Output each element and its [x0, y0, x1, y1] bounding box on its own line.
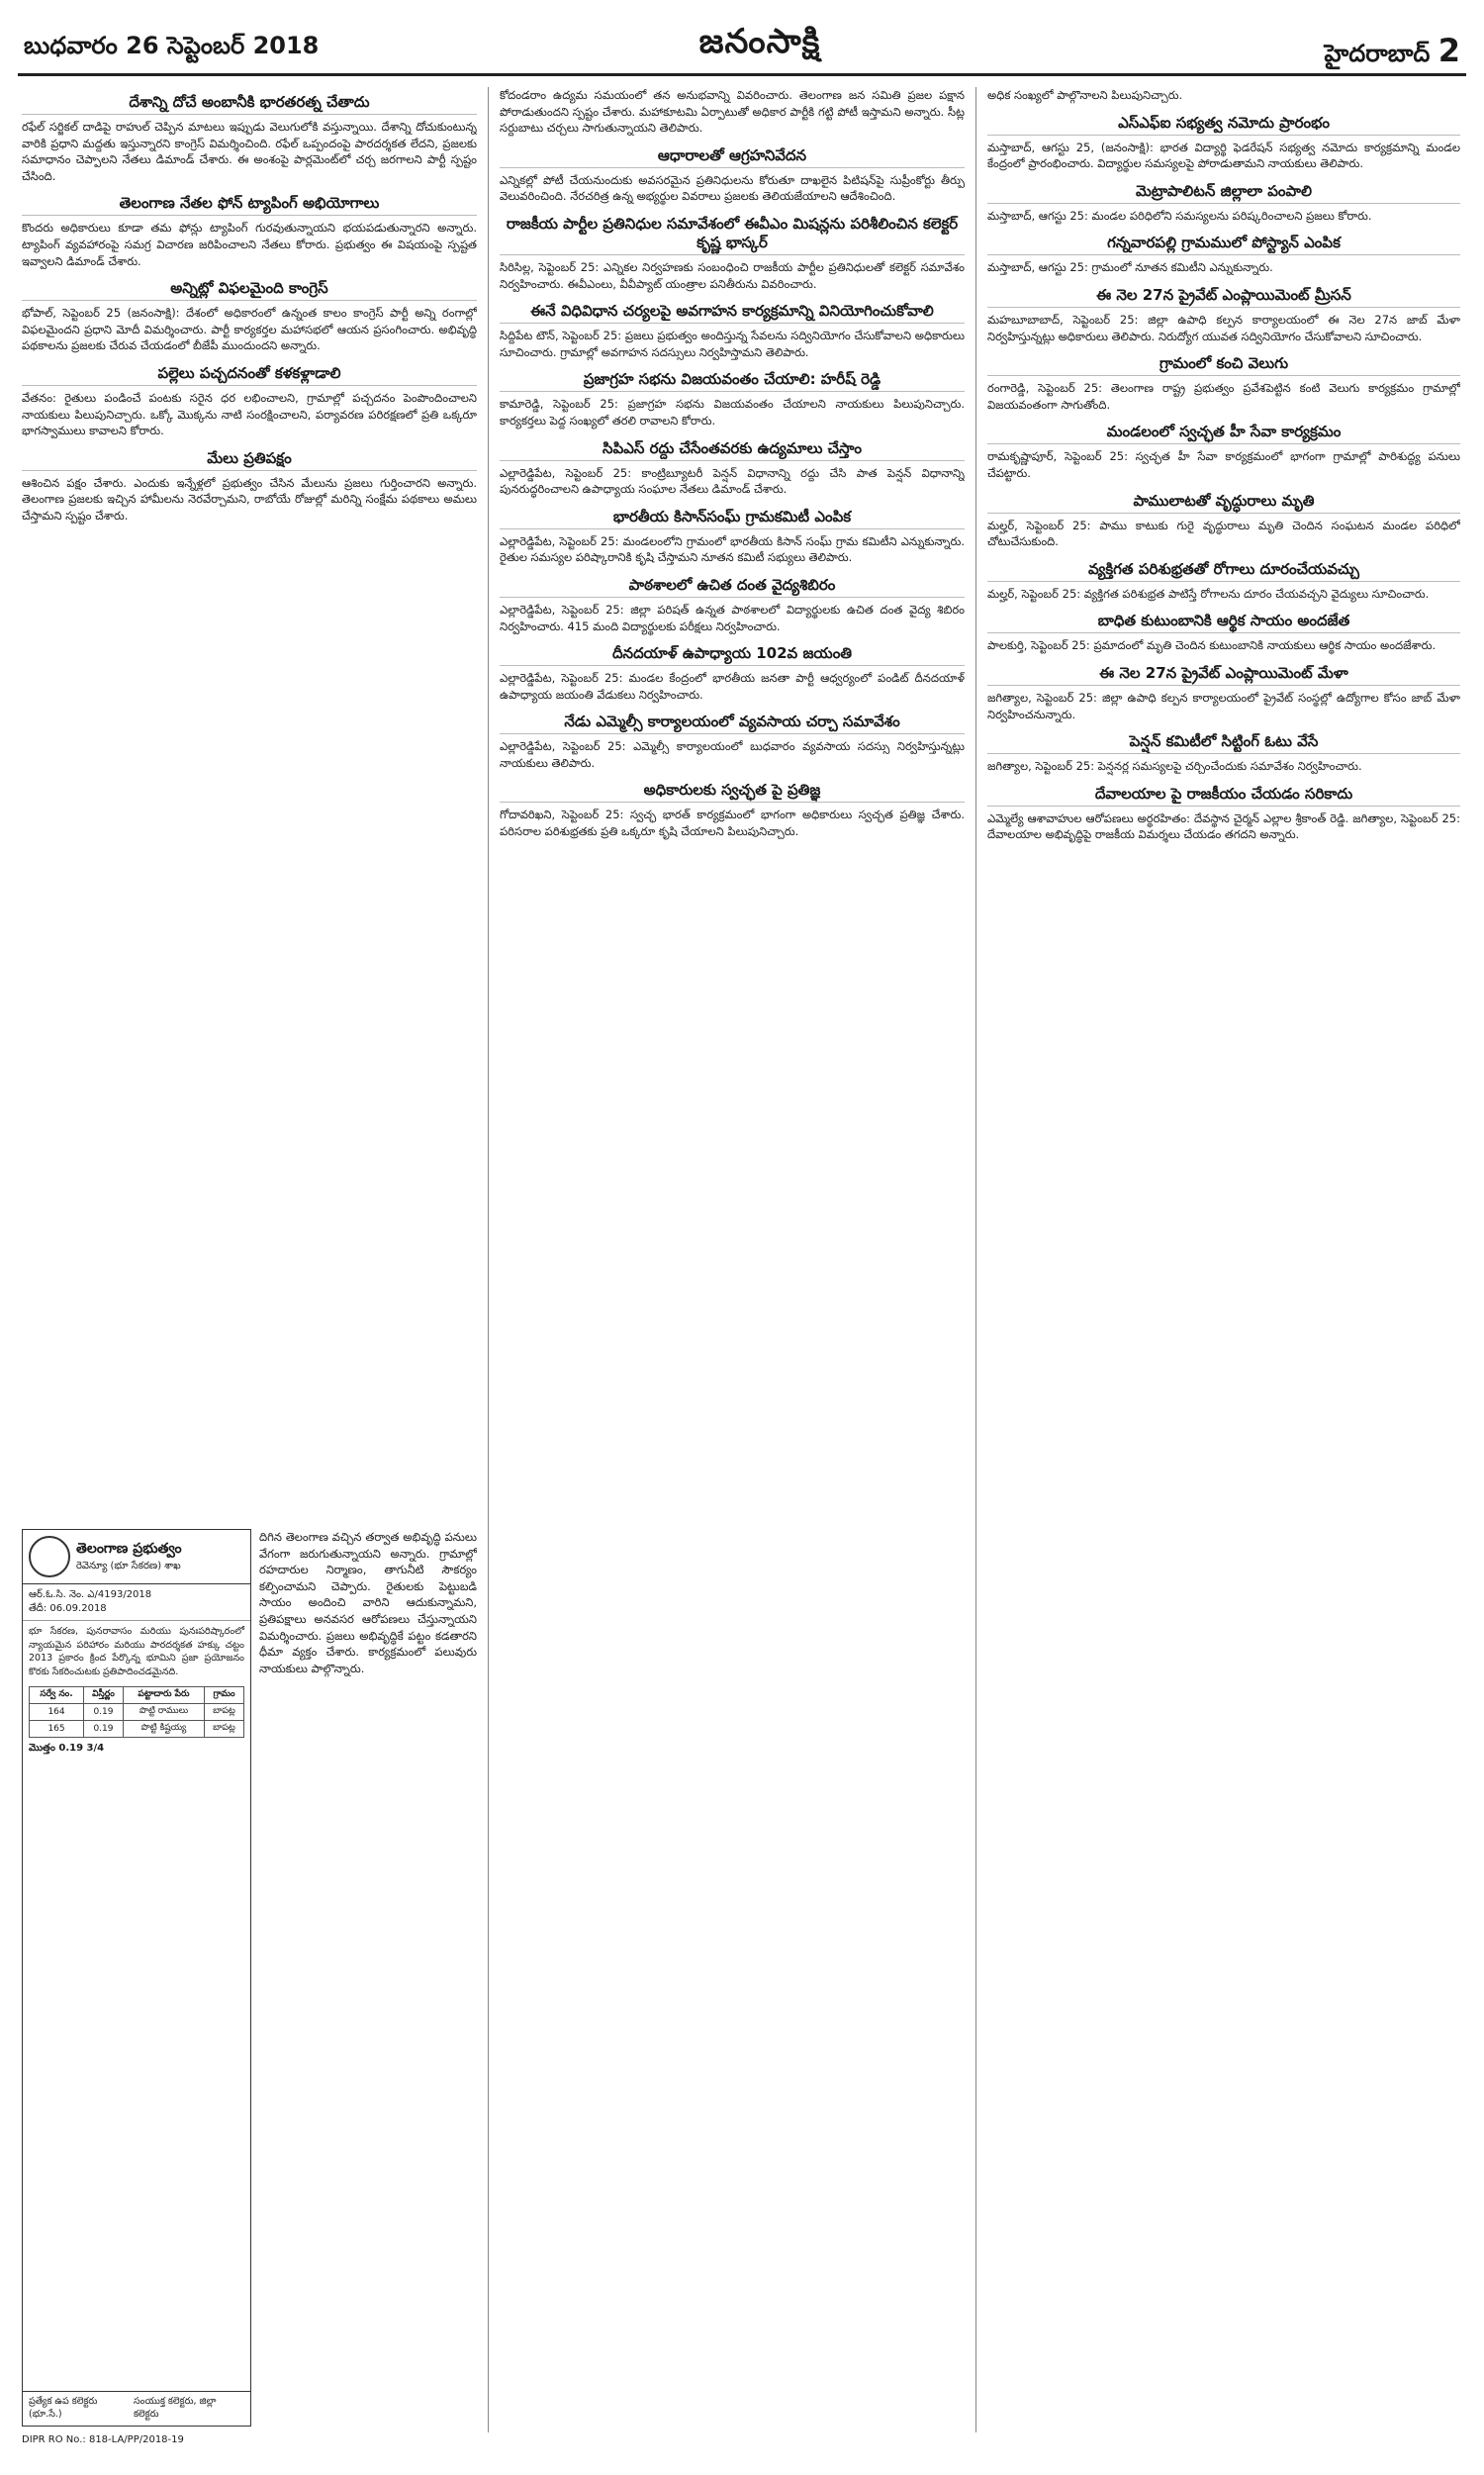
page-number: 2 [1438, 32, 1460, 69]
table-header: పట్టాదారు పేరు [123, 1687, 204, 1704]
article-headline: అన్నిట్లో విఫలమైంది కాంగ్రెస్ [22, 279, 477, 301]
article-headline: రాజకీయ పార్టీల ప్రతినిధుల సమావేశంలో ఈవీఎం మిషన్లను పరిశీలించిన కలెక్టర్ కృష్ణ భాస్కర్ [500, 215, 965, 255]
table-cell: బాపట్ల [205, 1704, 244, 1721]
article-body: కొందరు అధికారులు కూడా తమ ఫోన్లు ట్యాపింగ్ గురవుతున్నాయని భయపడుతున్నారని అన్నారు. ట్యాపింగ్ వ్యవహారంపై సమగ్ర విచారణ జరిపించాలని నేతలు కోరారు. ప్రభుత్వం ఈ విషయంపై స్పష్టత ఇవ్వాలని డిమాండ్ చేశారు. [22, 221, 477, 268]
notice-date-label: తేదీ [29, 1603, 44, 1614]
article [22, 449, 477, 524]
notice-total: మొత్తం 0.19 3/4 [29, 1743, 105, 1754]
article-headline: దీనదయాళ్ ఉపాధ్యాయ 102వ జయంతి [500, 644, 965, 666]
article-headline: ఈ నెల 27న ప్రైవేట్ ఎంప్లాయిమెంట్ మ్రీసన్ [987, 286, 1460, 308]
article-body: రంగారెడ్డి, సెప్టెంబర్ 25: తెలంగాణ రాష్ట్ర ప్రభుత్వం ప్రవేశపెట్టిన కంటి వెలుగు కార్యక్రమం గ్రామాల్లో విజయవంతంగా సాగుతోంది. [987, 381, 1460, 412]
article-headline: సిపిఎస్ రద్దు చేసేంతవరకు ఉద్యమాలు చేస్తాం [500, 439, 965, 461]
table-cell: 164 [30, 1704, 84, 1721]
article [987, 732, 1460, 775]
article-body: సిరిసిల్ల, సెప్టెంబర్ 25: ఎన్నికల నిర్వహణకు సంబంధించి రాజకీయ పార్టీల ప్రతినిధులతో కలెక్టర్ సమావేశం నిర్వహించారు. ఈవీఎంలు, వీవీప్యాట్ యంత్రాల పనితీరును వివరించారు. [500, 259, 965, 291]
article [987, 87, 1460, 104]
notice-signatory-left: ప్రత్యేక ఉప కలెక్టరు (భూ.సే.) [29, 2396, 98, 2420]
article [987, 114, 1460, 172]
article-headline: గన్నవారపల్లి గ్రామములో పోస్ట్యాన్ ఎంపిక [987, 234, 1460, 255]
article-headline: అధికారులకు స్వచ్ఛత పై ప్రతిజ్ఞ [500, 781, 965, 803]
article-body: రామకృష్ణాపూర్, సెప్టెంబర్ 25: స్వచ్ఛత హీ సేవా కార్యక్రమంలో భాగంగా గ్రామాల్లో పారిశుద్ధ్య పనులు చేపట్టారు. [987, 449, 1460, 480]
article-headline: భారతీయ కిసాన్‌సంఘ్ గ్రామకమిటీ ఎంపిక [500, 508, 965, 529]
article [500, 215, 965, 292]
masthead [18, 18, 1466, 76]
table-cell: 0.19 [84, 1704, 124, 1721]
article [500, 146, 965, 205]
article-body: కామారెడ్డి, సెప్టెంబర్ 25: ప్రజాగ్రహ సభను విజయవంతం చేయాలని నాయకులు పిలుపునిచ్చారు. కార్యకర్తలు పెద్ద సంఖ్యలో తరలి రావాలని కోరారు. [500, 397, 965, 428]
article-body: మస్తాబాద్, ఆగస్టు 25: గ్రామంలో నూతన కమిటీని ఎన్నుకున్నారు. [987, 260, 1273, 275]
article-headline: తెలంగాణ నేతల ఫోన్ ట్యాపింగ్ అభియోగాలు [22, 194, 477, 216]
table-row [30, 1721, 244, 1738]
article-body: ఎమ్మెల్యే ఆశావాహుల ఆరోపణలు అర్థరహితం: దేవస్థాన చైర్మన్ ఎల్లాల శ్రీకాంత్ రెడ్డి. జగిత్యాల, సెప్టెంబర్ 25: దేవాలయాల అభివృద్ధిపై రాజకీయ విమర్శలు చేయడం తగదని అన్నారు. [987, 810, 1460, 842]
article [22, 194, 477, 269]
article [987, 612, 1460, 654]
edition-city: హైదరాబాద్ [1324, 40, 1431, 67]
table-header: సర్వే నం. [30, 1687, 84, 1704]
article [22, 93, 477, 184]
article-headline: పాములాటతో వృద్ధురాలు మృతి [987, 492, 1460, 514]
column-divider [488, 87, 489, 2432]
article-body: ఎల్లారెడ్డిపేట, సెప్టెంబర్ 25: జిల్లా పరిషత్ ఉన్నత పాఠశాలలో విద్యార్థులకు ఉచిత దంత వైద్య శిబిరం నిర్వహించారు. 415 మంది విద్యార్థులకు పరీక్షలు నిర్వహించారు. [500, 602, 965, 633]
article-body: దిగిన తెలంగాణ వచ్చిన తర్వాత అభివృద్ధి పనులు వేగంగా జరుగుతున్నాయని అన్నారు. గ్రామాల్లో రహదారుల నిర్మాణం, తాగునీటి సౌకర్యం కల్పించామని చెప్పారు. రైతులకు పెట్టుబడి సాయం అందించి వారిని ఆదుకున్నామని, ప్రతిపక్షాలు అనవసర ఆరోపణలు చేస్తున్నాయని విమర్శించారు. ప్రజలు అభివృద్ధికే పట్టం కడతారని ధీమా వ్యక్తం చేశారు. కార్యక్రమంలో పలువురు నాయకులు పాల్గొన్నారు. [259, 1530, 477, 1675]
notice-signatory-right: సంయుక్త కలెక్టరు, జిల్లా కలెక్టరు [133, 2396, 217, 2420]
article-headline: పాఠశాలలో ఉచిత దంత వైద్యశిబిరం [500, 576, 965, 598]
article-body: వేతనం: రైతులు పండించే పంటకు సరైన ధర లభించాలని, గ్రామాల్లో పచ్చదనం పెంపొందించాలని నాయకులు పిలుపునిచ్చారు. ఒక్కో మొక్కను నాటి సంరక్షించాలని, పర్యావరణ పరిరక్షణలో ప్రతి ఒక్కరూ భాగస్వాములు కావాలని కోరారు. [22, 390, 477, 438]
article [987, 286, 1460, 344]
article-headline: ఈనే విధివిధాన చర్యలపై అవగాహన కార్యక్రమాన్ని వినియోగించుకోవాలి [500, 302, 965, 324]
article-body: కోదండరాం ఉద్యమ సమయంలో తన అనుభవాన్ని వివరించారు. తెలంగాణ జన సమితి ప్రజల పక్షాన పోరాడుతుందని స్పష్టం చేశారు. మహాకూటమి ఏర్పాటుతో అధికార పార్టీకి గట్టి పోటీ ఇస్తామని అన్నారు. సీట్ల సర్దుబాటు చర్చలు సాగుతున్నాయని తెలిపారు. [500, 88, 965, 136]
article-body: ఎన్నికల్లో పోటీ చేయనుందుకు అవసరమైన ప్రతినిధులను కోరుతూ దాఖలైన పిటిషన్‌పై సుప్రీంకోర్టు తీర్పు వెలువరించింది. నేరచరిత్ర ఉన్న అభ్యర్థుల వివరాలు ప్రజలకు తెలియజేయాలని ఆదేశించింది. [500, 172, 965, 204]
article [987, 560, 1460, 603]
column-1-continued [259, 1529, 477, 2425]
article [500, 87, 965, 137]
article-headline: పెన్షన్ కమిటీలో సిట్టింగ్ ఓటు వేసే [987, 732, 1460, 754]
article-body: ఎల్లారెడ్డిపేట, సెప్టెంబర్ 25: కాంట్రిబ్యూటరీ పెన్షన్ విధానాన్ని రద్దు చేసి పాత పెన్షన్ విధానాన్ని పునరుద్ధరించాలని ఉపాధ్యాయ సంఘాల నేతలు డిమాండ్ చేశారు. [500, 465, 965, 497]
table-row [30, 1704, 244, 1721]
table-cell: పొట్టి రాములు [123, 1704, 204, 1721]
state-emblem-icon [29, 1536, 70, 1577]
article-body: భోపాల్, సెప్టెంబర్ 25 (జనంసాక్షి): దేశంలో అధికారంలో ఉన్నంత కాలం కాంగ్రెస్ పార్టీ అన్ని రంగాల్లో విఫలమైందని ప్రధాని మోదీ విమర్శించారు. పార్టీ కార్యకర్తల మహాసభలో ఆయన ప్రసంగించారు. అభివృద్ధి పథకాలను ప్రజలకు చేరువ చేయడంలో బీజేపీ ముందుందని అన్నారు. [22, 306, 477, 353]
article-body: ఎల్లారెడ్డిపేట, సెప్టెంబర్ 25: ఎమ్మెల్సీ కార్యాలయంలో బుధవారం వ్యవసాయ సదస్సు నిర్వహిస్తున్నట్లు నాయకులు తెలిపారు. [500, 739, 965, 770]
notice-footer [23, 2391, 250, 2426]
article-headline: పల్లెలు పచ్చదనంతో కళకళ్లాడాలి [22, 364, 477, 386]
article [500, 644, 965, 703]
article-headline: దేశాన్ని దోచే అంబానీకి భారతరత్న చేతాదు [22, 93, 477, 115]
column-3 [987, 87, 1460, 2432]
article [500, 576, 965, 634]
article-body: గోదావరిఖని, సెప్టెంబర్ 25: స్వచ్ఛ భారత్ కార్యక్రమంలో భాగంగా అధికారులు స్వచ్ఛత ప్రతిజ్ఞ చేశారు. పరిసరాల పరిశుభ్రతకు ప్రతి ఒక్కరూ కృషి చేయాలని పిలుపునిచ్చారు. [500, 808, 965, 839]
article-headline: మెట్రాపాలిటన్ జిల్లాలా పంపాలి [987, 182, 1460, 204]
article [22, 364, 477, 439]
newspaper-logo: జనంసాక్షి [698, 22, 821, 61]
table-cell: బాపట్ల [205, 1721, 244, 1738]
table-header: విస్తీర్ణం [84, 1687, 124, 1704]
article [987, 423, 1460, 481]
article-headline: గ్రామంలో కంచి వెలుగు [987, 354, 1460, 376]
notice-header [23, 1530, 250, 1584]
notice-meta: ఆర్.ఓ.సి. నెం. ఎ/4193/2018 తేదీ: 06.09.2018 [23, 1584, 250, 1621]
dipr-code: DIPR RO No.: 818-LA/PP/2018-19 [22, 2434, 184, 2445]
article-headline: వ్యక్తిగత పరిశుభ్రతతో రోగాలు దూరంచేయవచ్చు [987, 560, 1460, 582]
article-body: ఆశించిన పక్షం చేశారు. ఎందుకు ఇన్నేళ్లలో ప్రభుత్వం చేసిన మేలును ప్రజలు గుర్తించారని అన్నారు. తెలంగాణ ప్రజలకు ఇచ్చిన హామీలను నెరవేర్చామని, రాబోయే రోజుల్లో మరిన్ని సంక్షేమ పథకాలు అమలు చేస్తామని స్పష్టం చేశారు. [22, 475, 477, 523]
table-cell: పొట్టి కిష్టయ్య [123, 1721, 204, 1738]
column-1 [22, 87, 477, 1522]
article [987, 182, 1460, 225]
article-body: జగిత్యాల, సెప్టెంబర్ 25: పెన్షనర్ల సమస్యలపై చర్చించేందుకు సమావేశం నిర్వహించారు. [987, 759, 1362, 774]
article-body: అధిక సంఖ్యలో పాల్గొనాలని పిలుపునిచ్చారు. [987, 88, 1183, 102]
issue-date: బుధవారం 26 సెప్టెంబర్ 2018 [24, 32, 320, 59]
article [500, 302, 965, 360]
column-2 [500, 87, 965, 2432]
article [987, 354, 1460, 413]
article-body: ఎల్లారెడ్డిపేట, సెప్టెంబర్ 25: మండల కేంద్రంలో భారతీయ జనతా పార్టీ ఆధ్వర్యంలో పండిట్ దీనదయాళ్ ఉపాధ్యాయ జయంతి వేడుకలు నిర్వహించారు. [500, 671, 965, 702]
article-body: ఎల్లారెడ్డిపేట, సెప్టెంబర్ 25: మండలంలోని గ్రామంలో భారతీయ కిసాన్ సంఘ్ గ్రామ కమిటీని ఎన్నుకున్నారు. రైతుల సమస్యల పరిష్కారానికి కృషి చేస్తామని నూతన కమిటీ సభ్యులు తెలిపారు. [500, 533, 965, 565]
article [500, 781, 965, 839]
column-divider [975, 87, 976, 2432]
article [22, 279, 477, 354]
notice-table [29, 1686, 244, 1738]
article-headline: నేడు ఎమ్మెల్సీ కార్యాలయంలో వ్యవసాయ చర్చా సమావేశం [500, 713, 965, 734]
table-cell: 165 [30, 1721, 84, 1738]
article-headline: దేవాలయాల పై రాజకీయం చేయడం సరికాదు [987, 785, 1460, 807]
article-body: మస్తాబాద్, ఆగస్టు 25, (జనంసాక్షి): భారత విద్యార్థి ఫెడరేషన్ సభ్యత్వ నమోదు కార్యక్రమాన్ని మండల కేంద్రంలో ప్రారంభించారు. విద్యార్థుల సమస్యలపై పోరాడుతామని నాయకులు తెలిపారు. [987, 140, 1460, 171]
article-body: పాలకుర్తి, సెప్టెంబర్ 25: ప్రమాదంలో మృతి చెందిన కుటుంబానికి నాయకులు ఆర్థిక సాయం అందజేశారు. [987, 638, 1437, 653]
article [500, 713, 965, 771]
table-header: గ్రామం [205, 1687, 244, 1704]
article-headline: మేలు ప్రతిపక్షం [22, 449, 477, 471]
notice-dept: రెవెన్యూ (భూ సేకరణ) శాఖ [76, 1560, 181, 1571]
article-headline: ఆధారాలతో ఆగ్రహనివేదన [500, 146, 965, 168]
article-headline: బాధిత కుటుంబానికి ఆర్థిక సాయం అందజేత [987, 612, 1460, 633]
article-body: మల్హర్, సెప్టెంబర్ 25: పాము కాటుకు గురై వృద్ధురాలు మృతి చెందిన సంఘటన మండల పరిధిలో చోటుచేసుకుంది. [987, 518, 1460, 549]
article-headline: ప్రజాగ్రహ సభను విజయవంతం చేయాలి: హరీష్ రెడ్డి [500, 370, 965, 392]
edition [1324, 32, 1460, 73]
article [500, 439, 965, 498]
article [500, 508, 965, 566]
article-headline: ఈ నెల 27న ప్రైవేట్ ఎంప్లాయిమెంట్ మేళా [987, 664, 1460, 686]
article-headline: ఎస్ఎఫ్ఐ సభ్యత్వ నమోదు ప్రారంభం [987, 114, 1460, 136]
notice-ref: ఆర్.ఓ.సి. నెం. ఎ/4193/2018 [29, 1589, 152, 1600]
article-headline: మండలంలో స్వచ్ఛత హీ సేవా కార్యక్రమం [987, 423, 1460, 444]
article [987, 492, 1460, 550]
table-cell: 0.19 [84, 1721, 124, 1738]
article-body: మల్హర్, సెప్టెంబర్ 25: వ్యక్తిగత పరిశుభ్రత పాటిస్తే రోగాలను దూరం చేయవచ్చని వైద్యులు సూచించారు. [987, 586, 1430, 601]
notice-date: 06.09.2018 [49, 1603, 107, 1614]
article-body: మహబూబాబాద్, సెప్టెంబర్ 25: జిల్లా ఉపాధి కల్పన కార్యాలయంలో ఈ నెల 27న జాబ్ మేళా నిర్వహిస్తున్నట్లు అధికారులు తెలిపారు. నిరుద్యోగ యువత సద్వినియోగం చేసుకోవాలని సూచించారు. [987, 312, 1460, 343]
notice-govt: తెలంగాణ ప్రభుత్వం [76, 1540, 182, 1557]
government-notice [22, 1529, 251, 2427]
article-body: మస్తాబాద్, ఆగస్టు 25: మండల పరిధిలోని సమస్యలను పరిష్కరించాలని ప్రజలు కోరారు. [987, 208, 1372, 223]
article [987, 664, 1460, 722]
article [987, 234, 1460, 276]
article-body: రఫేల్ సర్జికల్‌ దాడిపై రాహుల్‌ చెప్పిన మాటలు ఇప్పుడు వెలుగులోకి వస్తున్నాయి. దేశాన్ని దోచుకుంటున్న వారికి ప్రధాని మద్దతు ఇస్తున్నారని కాంగ్రెస్ విమర్శించింది. రఫేల్ ఒప్పందంపై పారదర్శకత లేదని, ప్రజలకు సమాధానం చెప్పాలని నేతలు డిమాండ్ చేశారు. ఈ అంశంపై పార్లమెంట్‌లో చర్చ జరగాలని పార్టీ స్పష్టం చేసింది. [22, 120, 477, 183]
article [500, 370, 965, 428]
notice-text: భూ సేకరణ, పునరావాసం మరియు పునఃపరిష్కారంలో న్యాయమైన పరిహారం మరియు పారదర్శకత హక్కు చట్టం 2013 ప్రకారం క్రింద పేర్కొన్న భూమిని ప్రజా ప్రయోజనం కొరకు సేకరించుటకు ప్రతిపాదించడమైనది. [29, 1626, 244, 1677]
article-body: జగిత్యాల, సెప్టెంబర్ 25: జిల్లా ఉపాధి కల్పన కార్యాలయంలో ప్రైవేట్ సంస్థల్లో ఉద్యోగాల కోసం జాబ్ మేళా నిర్వహించనున్నారు. [987, 690, 1460, 721]
article [987, 785, 1460, 843]
article-body: సిద్దిపేట టౌన్, సెప్టెంబర్ 25: ప్రజలు ప్రభుత్వం అందిస్తున్న సేవలను సద్వినియోగం చేసుకోవాలని అధికారులు సూచించారు. గ్రామాల్లో అవగాహన సదస్సులు నిర్వహిస్తామని తెలిపారు. [500, 329, 965, 359]
